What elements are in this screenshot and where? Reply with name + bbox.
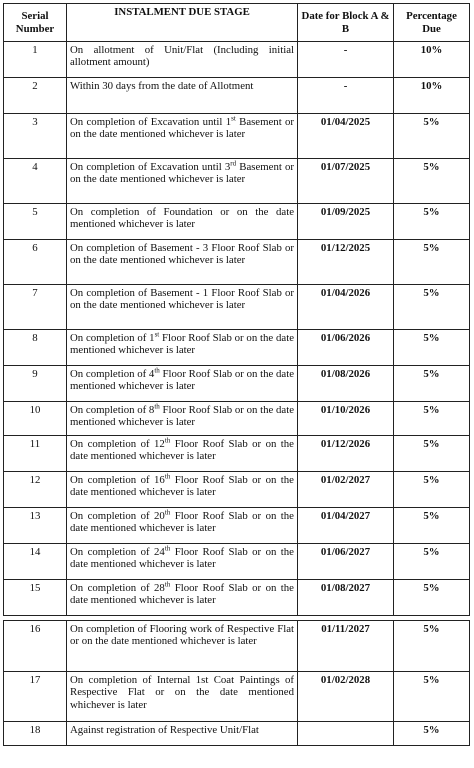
stage-cell bbox=[67, 722, 298, 746]
stage-text-cont: Floor Roof Slab or on the date mentioned whichever is later bbox=[70, 404, 295, 429]
stage-cell bbox=[67, 436, 298, 472]
stage-cell bbox=[67, 508, 298, 544]
percentage-cell: 5% bbox=[394, 508, 470, 544]
table-row bbox=[4, 240, 470, 285]
stage-text: On completion of Internal 1st Coat Paintings of Respective Flat or on the date mentioned whichever is later bbox=[70, 674, 294, 711]
stage-text: On completion of Flooring work of Respective Flat or on the date mentioned whichever is later bbox=[70, 623, 294, 648]
ordinal-suffix: th bbox=[164, 580, 171, 589]
table-row bbox=[4, 42, 470, 78]
table-row bbox=[4, 472, 470, 508]
stage-text: On completion of 8 bbox=[70, 404, 155, 416]
stage-text: On completion of Basement - 3 Floor Roof Slab or on the date mentioned whichever is later bbox=[70, 242, 294, 267]
stage-cell bbox=[67, 204, 298, 240]
serial-cell: 16 bbox=[4, 621, 67, 672]
stage-cell bbox=[67, 402, 298, 436]
percentage-cell: 5% bbox=[394, 544, 470, 580]
stage-cell bbox=[67, 114, 298, 159]
percentage-cell: 10% bbox=[394, 42, 470, 78]
percentage-cell: 5% bbox=[394, 402, 470, 436]
stage-cell bbox=[67, 366, 298, 402]
percentage-cell: 5% bbox=[394, 621, 470, 672]
stage-cell bbox=[67, 672, 298, 722]
date-cell: - bbox=[298, 42, 394, 78]
stage-text-cont: Floor Roof Slab or on the date mentioned whichever is later bbox=[70, 474, 294, 499]
stage-text: On completion of 4 bbox=[70, 368, 155, 380]
table-row bbox=[4, 722, 470, 746]
serial-cell: 13 bbox=[4, 508, 67, 544]
serial-cell: 4 bbox=[4, 159, 67, 204]
stage-text-cont: Floor Roof Slab or on the date mentioned whichever is later bbox=[70, 582, 294, 607]
percentage-cell: 5% bbox=[394, 285, 470, 330]
date-cell: 01/06/2026 bbox=[298, 330, 394, 366]
table-row bbox=[4, 402, 470, 436]
stage-text: On completion of Excavation until 3 bbox=[70, 161, 231, 173]
percentage-cell: 5% bbox=[394, 472, 470, 508]
stage-cell bbox=[67, 580, 298, 616]
stage-text: On completion of 16 bbox=[70, 474, 165, 486]
percentage-cell: 5% bbox=[394, 580, 470, 616]
serial-cell: 6 bbox=[4, 240, 67, 285]
date-cell: 01/04/2026 bbox=[298, 285, 394, 330]
stage-text-cont: Basement or on the date mentioned whichever is later bbox=[70, 116, 295, 141]
ordinal-suffix: th bbox=[154, 402, 160, 411]
header-stage: INSTALMENT DUE STAGE bbox=[67, 4, 298, 42]
table-row bbox=[4, 508, 470, 544]
table-row bbox=[4, 285, 470, 330]
serial-cell: 15 bbox=[4, 580, 67, 616]
serial-cell: 10 bbox=[4, 402, 67, 436]
table-row bbox=[4, 78, 470, 114]
instalment-schedule-table bbox=[3, 3, 470, 746]
date-cell: 01/08/2027 bbox=[298, 580, 394, 616]
stage-text: On completion of 1 bbox=[70, 332, 155, 344]
table-row bbox=[4, 544, 470, 580]
table-row bbox=[4, 159, 470, 204]
date-cell bbox=[298, 722, 394, 746]
percentage-cell: 5% bbox=[394, 722, 470, 746]
serial-cell: 11 bbox=[4, 436, 67, 472]
ordinal-suffix: th bbox=[164, 508, 171, 517]
date-cell: 01/12/2025 bbox=[298, 240, 394, 285]
serial-cell: 9 bbox=[4, 366, 67, 402]
stage-text: On completion of 20 bbox=[70, 510, 165, 522]
ordinal-suffix: th bbox=[164, 472, 171, 481]
stage-cell bbox=[67, 544, 298, 580]
stage-text-cont: Floor Roof Slab or on the date mentioned whichever is later bbox=[70, 510, 294, 535]
table-row bbox=[4, 672, 470, 722]
ordinal-suffix: th bbox=[164, 436, 171, 445]
percentage-cell: 5% bbox=[394, 204, 470, 240]
table-row bbox=[4, 204, 470, 240]
date-cell: 01/11/2027 bbox=[298, 621, 394, 672]
stage-text-cont: Floor Roof Slab or on the date mentioned whichever is later bbox=[70, 546, 294, 571]
stage-text: On completion of Excavation until 1 bbox=[70, 116, 232, 128]
stage-text: Against registration of Respective Unit/Flat bbox=[70, 724, 259, 736]
date-cell: 01/04/2025 bbox=[298, 114, 394, 159]
date-cell: 01/02/2028 bbox=[298, 672, 394, 722]
date-cell: 01/12/2026 bbox=[298, 436, 394, 472]
stage-cell bbox=[67, 42, 298, 78]
stage-cell bbox=[67, 285, 298, 330]
header-serial: Serial Number bbox=[4, 4, 67, 42]
stage-cell bbox=[67, 240, 298, 285]
stage-text: On completion of 28 bbox=[70, 582, 165, 594]
date-cell: 01/08/2026 bbox=[298, 366, 394, 402]
stage-text-cont: Floor Roof Slab or on the date mentioned whichever is later bbox=[70, 368, 295, 393]
date-cell: 01/07/2025 bbox=[298, 159, 394, 204]
serial-cell: 5 bbox=[4, 204, 67, 240]
percentage-cell: 10% bbox=[394, 78, 470, 114]
percentage-cell: 5% bbox=[394, 672, 470, 722]
serial-cell: 1 bbox=[4, 42, 67, 78]
serial-cell: 12 bbox=[4, 472, 67, 508]
percentage-cell: 5% bbox=[394, 330, 470, 366]
stage-cell bbox=[67, 159, 298, 204]
percentage-cell: 5% bbox=[394, 240, 470, 285]
table-row bbox=[4, 436, 470, 472]
percentage-cell: 5% bbox=[394, 114, 470, 159]
stage-text: On completion of Basement - 1 Floor Roof Slab or on the date mentioned whichever is later bbox=[70, 287, 294, 312]
ordinal-suffix: st bbox=[231, 114, 236, 123]
stage-text: Within 30 days from the date of Allotment bbox=[70, 80, 254, 92]
stage-text: On allotment of Unit/Flat (Including initial allotment amount) bbox=[70, 44, 294, 69]
stage-cell bbox=[67, 330, 298, 366]
header-row bbox=[4, 4, 470, 42]
stage-text: On completion of 12 bbox=[70, 438, 165, 450]
stage-text-cont: Basement or on the date mentioned whichever is later bbox=[70, 161, 294, 186]
serial-cell: 17 bbox=[4, 672, 67, 722]
percentage-cell: 5% bbox=[394, 366, 470, 402]
serial-cell: 8 bbox=[4, 330, 67, 366]
ordinal-suffix: th bbox=[164, 544, 171, 553]
percentage-cell: 5% bbox=[394, 436, 470, 472]
serial-cell: 3 bbox=[4, 114, 67, 159]
stage-text: On completion of 24 bbox=[70, 546, 165, 558]
header-percentage: Percentage Due bbox=[394, 4, 470, 42]
date-cell: 01/04/2027 bbox=[298, 508, 394, 544]
table-row bbox=[4, 114, 470, 159]
stage-text-cont: Floor Roof Slab or on the date mentioned whichever is later bbox=[70, 438, 294, 463]
table-row bbox=[4, 621, 470, 672]
serial-cell: 7 bbox=[4, 285, 67, 330]
table-row bbox=[4, 330, 470, 366]
date-cell: 01/02/2027 bbox=[298, 472, 394, 508]
stage-text-cont: Floor Roof Slab or on the date mentioned whichever is later bbox=[70, 332, 295, 357]
serial-cell: 18 bbox=[4, 722, 67, 746]
stage-text: On completion of Foundation or on the date mentioned whichever is later bbox=[70, 206, 294, 231]
percentage-cell: 5% bbox=[394, 159, 470, 204]
stage-cell bbox=[67, 78, 298, 114]
date-cell: - bbox=[298, 78, 394, 114]
ordinal-suffix: rd bbox=[230, 159, 237, 168]
table-row bbox=[4, 580, 470, 616]
date-cell: 01/10/2026 bbox=[298, 402, 394, 436]
stage-cell bbox=[67, 472, 298, 508]
date-cell: 01/06/2027 bbox=[298, 544, 394, 580]
date-cell: 01/09/2025 bbox=[298, 204, 394, 240]
serial-cell: 14 bbox=[4, 544, 67, 580]
ordinal-suffix: th bbox=[154, 366, 160, 375]
stage-cell bbox=[67, 621, 298, 672]
header-date: Date for Block A & B bbox=[298, 4, 394, 42]
serial-cell: 2 bbox=[4, 78, 67, 114]
ordinal-suffix: st bbox=[154, 330, 160, 339]
table-row bbox=[4, 366, 470, 402]
